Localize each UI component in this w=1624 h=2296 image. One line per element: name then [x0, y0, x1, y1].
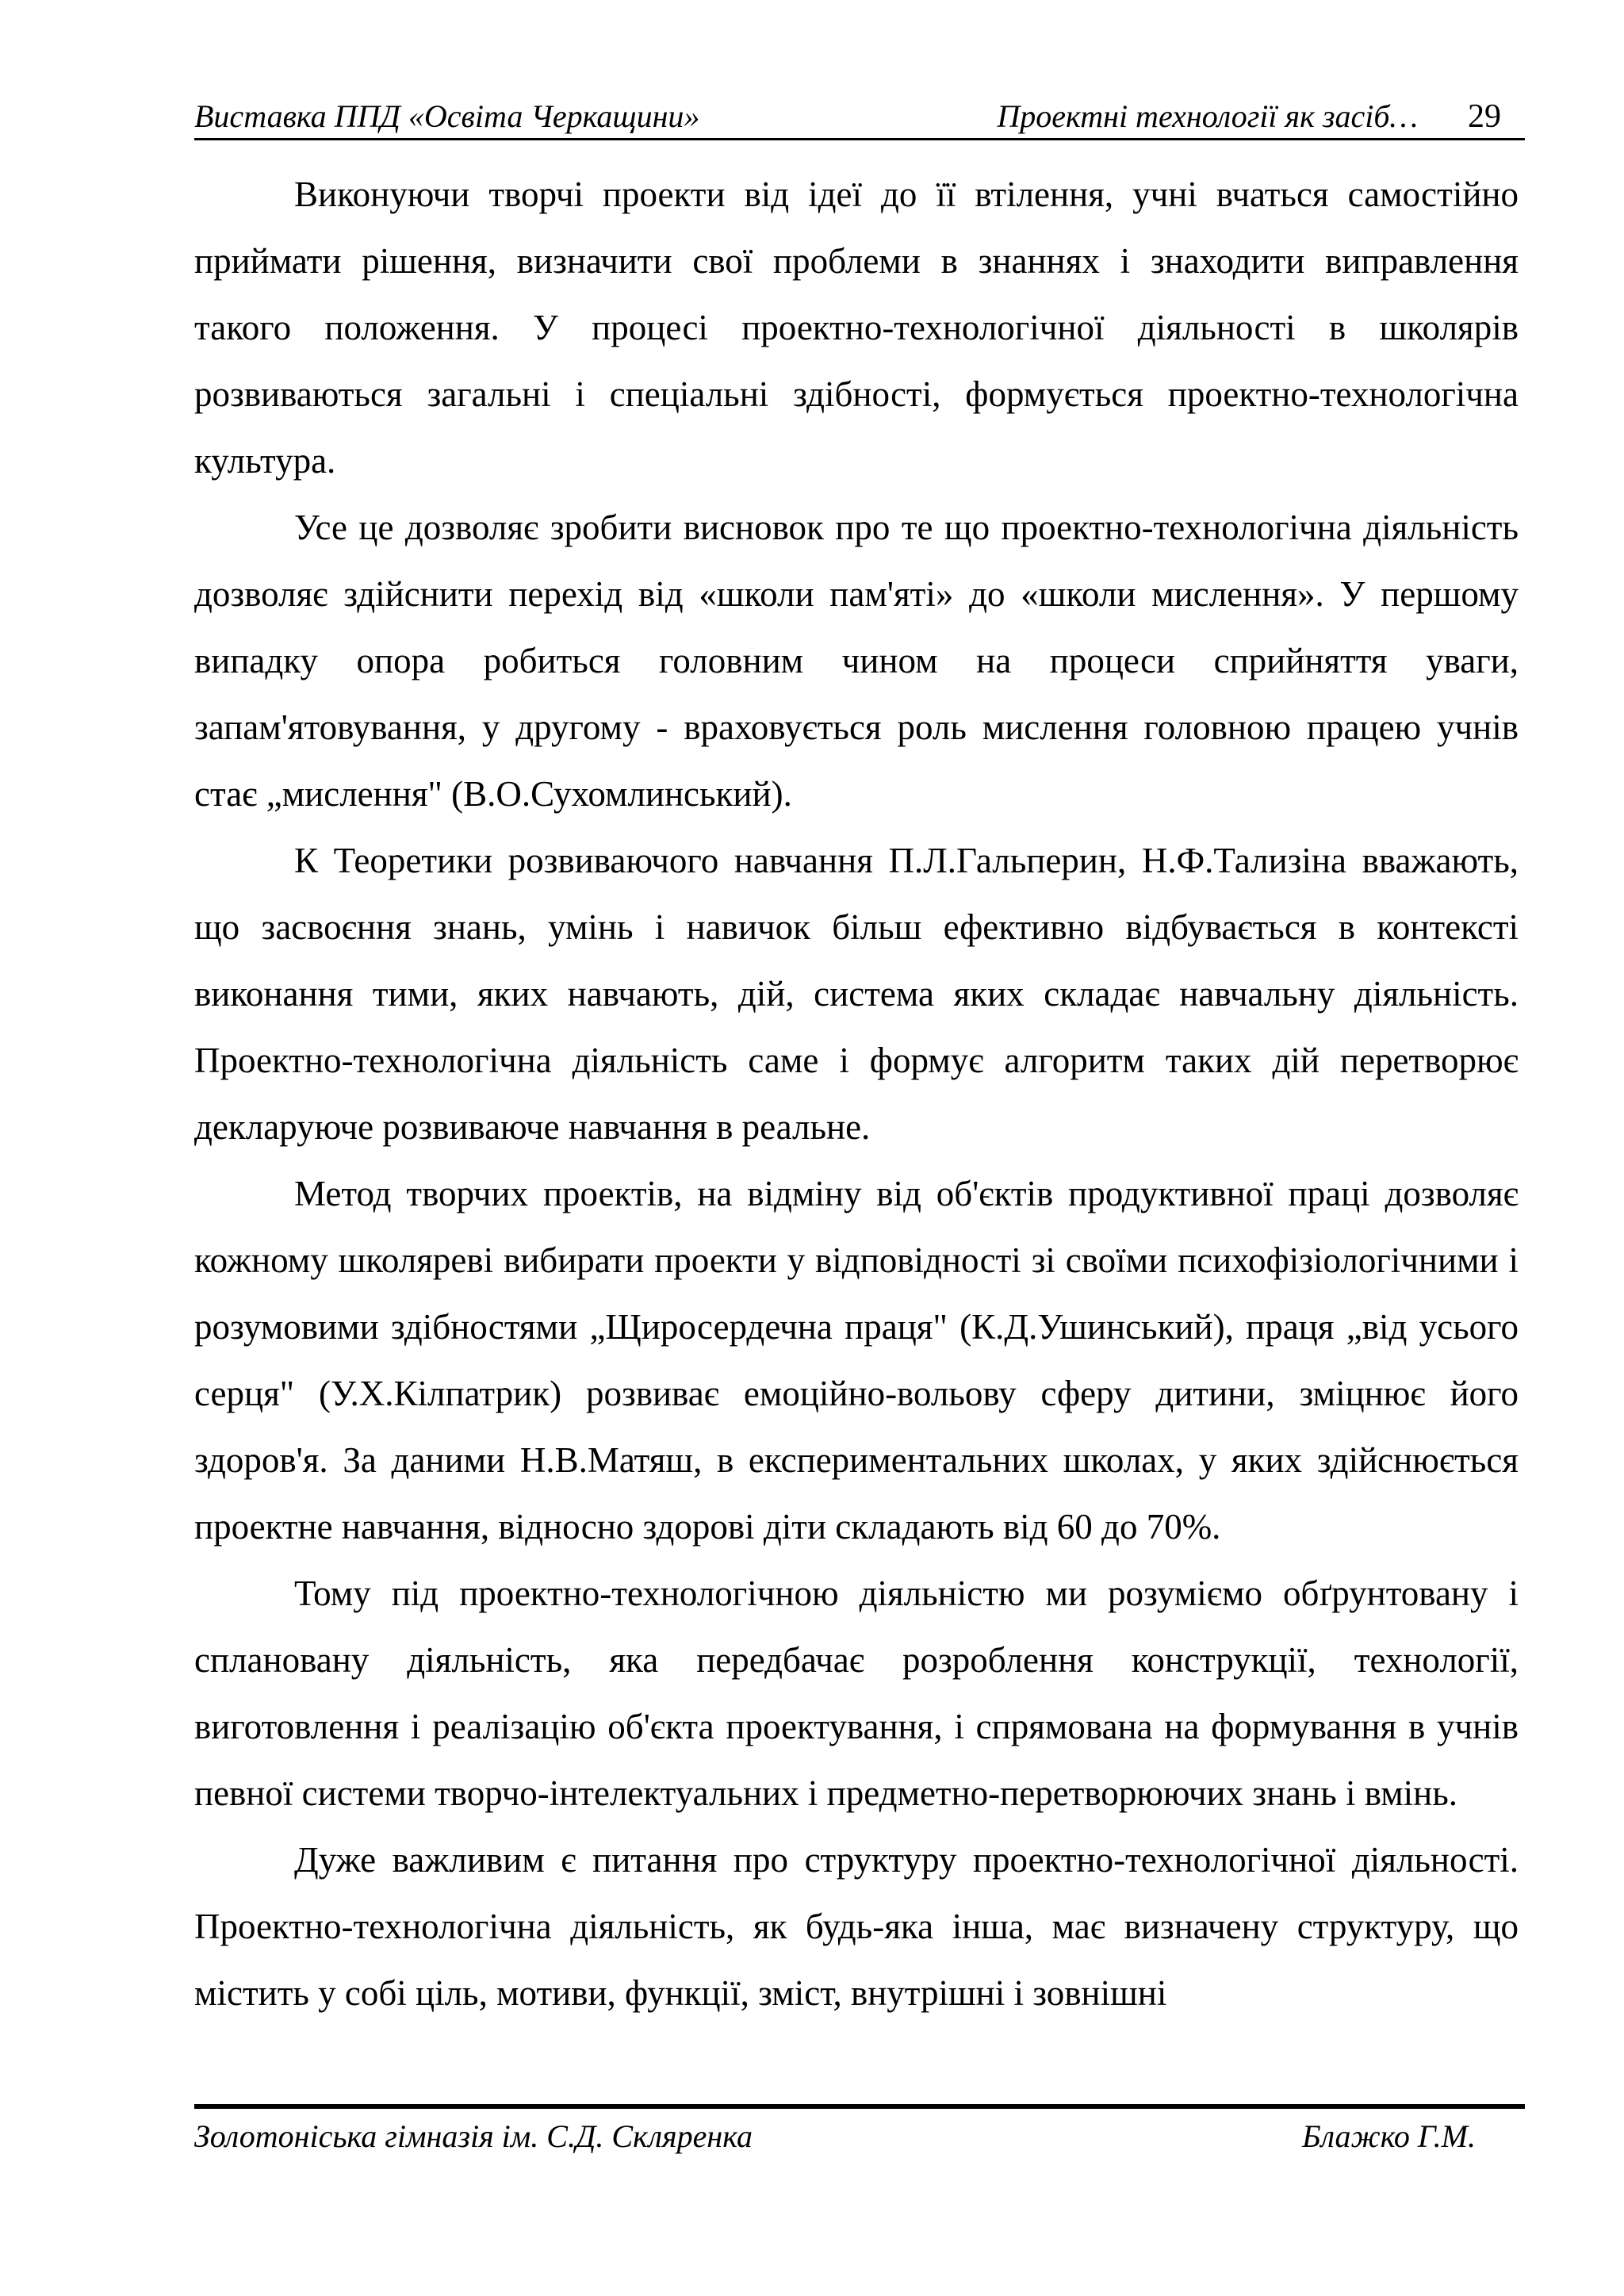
- paragraph-2: Усе це дозволяє зробити висновок про те що проектно-технологічна діяльність дозволяє здійснити перехід від «школи пам'яті» до «школи мислення». У першому випадку опора робиться головним чином на процеси сприйняття уваги, запам'ятовування, у другому - враховується роль мислення головною працею учнів стає „мислення" (В.О.Сухомлинський).: [194, 508, 1519, 814]
- header-rule: [194, 138, 1525, 140]
- paragraph-4: Метод творчих проектів, на відміну від об'єктів продуктивної праці дозволяє кожному школяреві вибирати проекти у відповідності зі своїми психофізіологічними і розумовими здібностями „Щиросердечна праця" (К.Д.Ушинський), праця „від усього серця" (У.Х.Кілпатрик) розвиває емоційно-вольову сферу дитини, зміцнює його здоров'я. За даними Н.В.Матяш, в експериментальних школах, у яких здійснюється проектне навчання, відносно здорові діти складають від 60 до 70%.: [194, 1174, 1519, 1547]
- paragraph-6: Дуже важливим є питання про структуру проектно-технологічної діяльності. Проектно-технологічна діяльність, як будь-яка інша, має визначену структуру, що містить у собі ціль, мотиви, функції, зміст, внутрішні і зовнішні: [194, 1840, 1519, 2013]
- paragraph-1: Виконуючи творчі проекти від ідеї до її втілення, учні вчаться самостійно приймати рішення, визначити свої проблеми в знаннях і знаходити виправлення такого положення. У процесі проектно-технологічної діяльності в школярів розвиваються загальні і спеціальні здібності, формується проектно-технологічна культура.: [194, 174, 1519, 481]
- page-footer: [194, 2113, 1525, 2160]
- footer-author: Блажко Г.М.: [1302, 2118, 1476, 2154]
- footer-school: Золотоніська гімназія ім. С.Д. Скляренка: [194, 2118, 753, 2154]
- paragraph-5: Тому під проектно-технологічною діяльністю ми розуміємо обґрунтовану і сплановану діяльність, яка передбачає розроблення конструкції, технології, виготовлення і реалізацію об'єкта проектування, і спрямована на формування в учнів певної системи творчо-інтелектуальних і предметно-перетворюючих знань і вмінь.: [194, 1573, 1519, 1813]
- footer-rule: [194, 2104, 1525, 2109]
- header-exhibition-title: Виставка ППД «Освіта Черкащини»: [194, 98, 700, 134]
- page-number: 29: [1468, 98, 1501, 135]
- main-text: [194, 161, 1519, 2026]
- page-header: [194, 94, 1525, 140]
- paragraph-3: К Теоретики розвиваючого навчання П.Л.Гальперин, Н.Ф.Тализіна вважають, що засвоєння знань, умінь і навичок більш ефективно відбувається в контексті виконання тими, яких навчають, дій, система яких складає навчальну діяльність. Проектно-технологічна діяльність саме і формує алгоритм таких дій перетворює декларуюче розвиваюче навчання в реальне.: [194, 841, 1519, 1147]
- header-document-title: Проектні технології як засіб…: [997, 98, 1418, 134]
